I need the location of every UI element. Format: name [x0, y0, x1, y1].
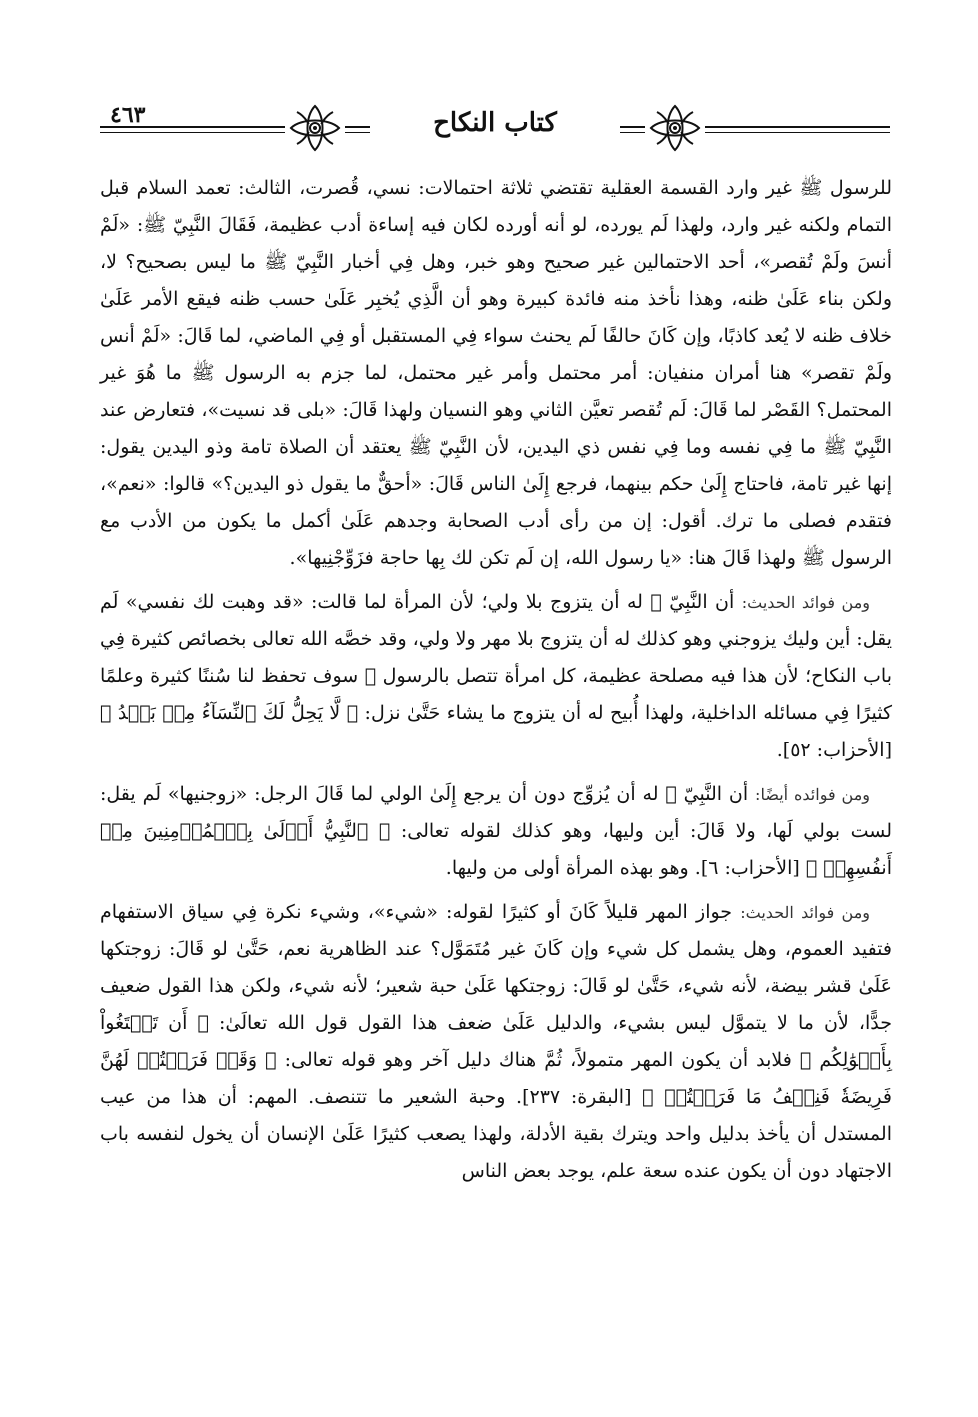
paragraph: [100, 170, 892, 577]
paragraph-text: أن النَّبِيّ ﷺ له أن يتزوج بلا ولي؛ لأن المرأة لما قالت: «قد وهبت لك نفسي» لَم يقل: أين وليك يزوجني وهو كذلك له أن يتزوج بلا مهر ولا ولي، وقد خصَّه الله تعالى بخصائص كثيرة فِي باب النكاح؛ لأن هذا فيه مصلحة عظيمة، كل امرأة تتصل بالرسول ﷺ سوف تحفظ لنا سُننًا كثيرة وعلمًا كثيرًا فِي مسائله الداخلية، ولهذا أُبيح له أن يتزوج ما يشاء حَتَّىٰ نزل: ﴿ لَّا يَحِلُّ لَكَ ٱلنِّسَآءُ مِنۢ بَعۡدُ ﴾ [الأحزاب: ٥٢].: [100, 591, 892, 761]
paragraph-lead: ومن فوائده أيضًا:: [755, 785, 871, 804]
paragraph-gap: [100, 887, 892, 894]
floral-ornament-icon: [285, 102, 345, 154]
paragraph-text: جواز المهر قليلاً كَانَ أو كثيرًا لقوله: «شيء»، وشيء نكرة فِي سياق الاستفهام فتفيد العموم، وهل يشمل كل شيء وإن كَانَ غير مُتَمَوَّل؟ عند الظاهرية نعم، حَتَّىٰ لو قَالَ: زوجتكها عَلَىٰ قشر بيضة، لأنه شيء، حَتَّىٰ لو قَالَ: زوجتكها عَلَىٰ حبة شعير؛ لأنه شيء، ولكن هذا القول ضعيف جدًّا، لأن ما لا يتموَّل ليس بشيء، والدليل عَلَىٰ ضعف هذا القول قول الله تعالَىٰ: ﴿ أَن تَبۡتَغُواْ بِأَمۡوَٰلِكُم ﴾ فلابد أن يكون المهر متمولاً، ثُمَّ هناك دليل آخر وهو قوله تعالى: ﴿ وَقَدۡ فَرَضۡتُمۡ لَهُنَّ فَرِيضَةٗ فَنِصۡفُ مَا فَرَضۡتُمۡ ﴾ [البقرة: ٢٣٧]. وحبة الشعير ما تتنصف. المهم: أن هذا من عيب المستدل أن يأخذ بدليل واحد ويترك بقية الأدلة، ولهذا يصعب كثيرًا عَلَىٰ الإنسان أن يخول لنفسه باب الاجتهاد دون أن يكون عنده سعة علم، يوجد بعض الناس: [100, 901, 893, 1182]
paragraph-gap: [100, 577, 892, 584]
paragraph-text: للرسول ﷺ غير وارد القسمة العقلية تقتضي ثلاثة احتمالات: نسي، قُصرت، الثالث: تعمد السلام قبل التمام ولكنه غير وارد، ولهذا لَم يورده، لو أنه أورده لكان فيه إساءة أدب عظيمة، فَقَالَ النَّبِيّ ﷺ: «لَمْ أنسَ ولَمْ تُقصر»، أحد الاحتمالين غير صحيح وهو خبر، وهل فِي أخبار النَّبِيّ ﷺ ما ليس بصحيح؟ لا، ولكن بناء عَلَىٰ ظنه، وهذا نأخذ منه فائدة كبيرة وهو أن الَّذِي يُخبِر عَلَىٰ حسب ظنه فيقع الأمر عَلَىٰ خلاف ظنه لا يُعد كاذبًا، وإن كَانَ حالفًا لَم يحنث سواء فِي المستقبل أو فِي الماضي، لما قَالَ: «لَمْ أنس ولَمْ تقصر» هنا أمران منفيان: أمر محتمل وأمر غير محتمل، لما جزم به الرسول ﷺ ما هُوَ غير المحتمل؟ القَصْر لما قَالَ: لَم تُقصر تعيَّن الثاني وهو النسيان ولهذا قَالَ: «بلى قد نسيت»، فتعارض عند النَّبِيّ ﷺ ما فِي نفسه وما فِي نفس ذي اليدين، لأن النَّبِيّ ﷺ يعتقد أن الصلاة تامة وذو اليدين يقول: إنها غير تامة، فاحتاج إِلَىٰ حكم بينهما، فرجع إِلَىٰ الناس قَالَ: «أحقٌّ ما يقول ذو اليدين؟» قالوا: «نعم»، فتقدم فصلى ما ترك. أقول: إن من رأى أدب الصحابة وجدهم عَلَىٰ أكمل ما يكون من الأدب مع الرسول ﷺ ولهذا قَالَ هنا: «يا رسول الله، إن لَم تكن لك بِها حاجة فزَوِّجْنِيها».: [100, 177, 893, 569]
page-number: ٤٦٣: [110, 102, 146, 128]
paragraph-gap: [100, 769, 892, 776]
paragraph-text: أن النَّبِيّ ﷺ له أن يُزوِّج دون أن يرجع إِلَىٰ الولي لما قَالَ الرجل: «زوجنيها» لَم يقل: لست بولي لَها، ولا قَالَ: أين وليها، وهو كذلك لقوله تعالى: ﴿ ٱلنَّبِيُّ أَوۡلَىٰ بِٱلۡمُؤۡمِنِينَ مِنۡ أَنفُسِهِمۡ ﴾ [الأحزاب: ٦]. وهو بهذه المرأة أولى من وليها.: [100, 783, 892, 879]
page-body: [100, 170, 892, 1190]
paragraph: [100, 894, 892, 1190]
floral-ornament-icon: [645, 102, 705, 154]
paragraph-lead: ومن فوائد الحديث:: [740, 903, 870, 922]
book-title: كتاب النكاح: [370, 108, 620, 138]
page-header: [100, 96, 890, 160]
paragraph: [100, 584, 892, 769]
paragraph-lead: ومن فوائد الحديث:: [741, 593, 871, 612]
paragraph: [100, 776, 892, 887]
